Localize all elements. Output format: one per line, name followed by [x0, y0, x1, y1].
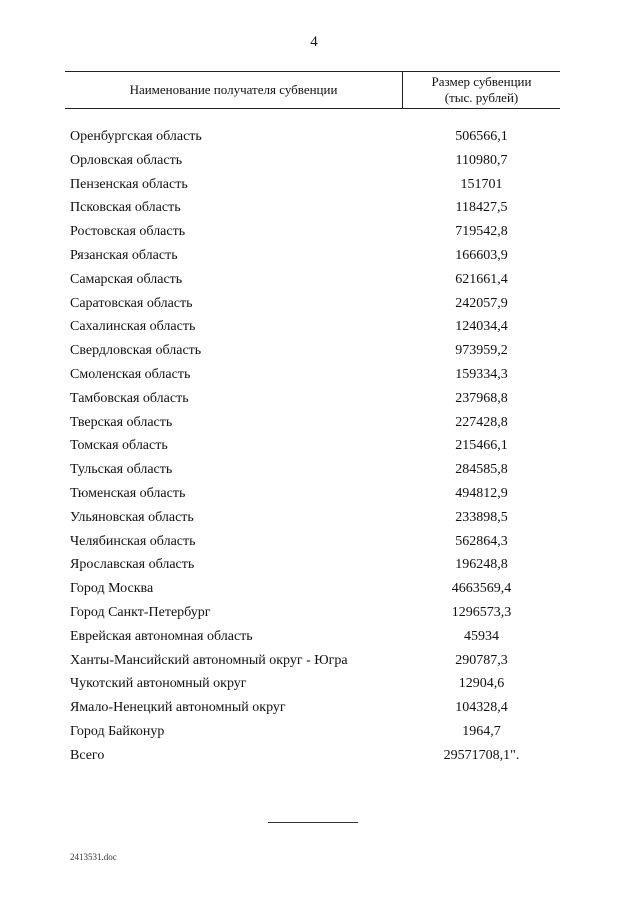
subvention-amount: 494812,9 [455, 485, 508, 501]
page-number: 4 [310, 34, 318, 50]
table-row [0, 696, 640, 720]
table-row [0, 506, 640, 530]
table-header-rule-top [65, 71, 560, 72]
subvention-amount: 242057,9 [455, 295, 508, 311]
subvention-amount: 151701 [460, 176, 503, 192]
subvention-amount: 110980,7 [455, 152, 508, 168]
subvention-amount: 104328,4 [455, 700, 508, 716]
subvention-amount: 1296573,3 [451, 604, 512, 620]
subvention-amount: 1964,7 [462, 723, 501, 739]
recipient-name: Челябинская область [70, 533, 196, 549]
subvention-amount: 719542,8 [455, 224, 508, 240]
table-row [0, 315, 640, 339]
table-row [0, 149, 640, 173]
table-row [0, 363, 640, 387]
recipient-name: Чукотский автономный округ [70, 676, 247, 692]
table-row [0, 173, 640, 197]
recipient-name: Город Санкт-Петербург [70, 604, 211, 620]
recipient-name: Пензенская область [70, 176, 188, 192]
recipient-name: Ростовская область [70, 224, 186, 240]
recipient-name: Ульяновская область [70, 509, 194, 525]
table-row [0, 649, 640, 673]
recipient-name: Рязанская область [70, 247, 178, 263]
subvention-amount: 233898,5 [455, 509, 508, 525]
table-row [0, 220, 640, 244]
subvention-amount: 4663569,4 [451, 581, 512, 597]
recipient-name: Тверская область [70, 414, 173, 430]
table-row [0, 744, 640, 768]
subvention-amount: 290787,3 [455, 652, 508, 668]
recipient-name: Всего [70, 747, 105, 763]
table-row [0, 553, 640, 577]
subvention-amount: 12904,6 [458, 676, 505, 692]
recipient-name: Тамбовская область [70, 390, 189, 406]
subvention-amount: 118427,5 [455, 200, 508, 216]
recipient-name: Ямало-Ненецкий автономный округ [70, 700, 286, 716]
subvention-amount: 562864,3 [455, 533, 508, 549]
subvention-amount: 215466,1 [455, 438, 508, 454]
recipient-name: Томская область [70, 438, 168, 454]
subvention-amount: 159334,3 [455, 366, 508, 382]
recipient-name: Еврейская автономная область [70, 628, 253, 644]
table-row [0, 601, 640, 625]
table-row [0, 458, 640, 482]
subvention-amount: 506566,1 [455, 129, 508, 144]
subvention-amount: 196248,8 [455, 557, 508, 573]
footer-rule [268, 822, 358, 823]
table-row [0, 196, 640, 220]
subvention-amount: 284585,8 [455, 462, 508, 478]
recipient-name: Смоленская область [70, 366, 191, 382]
subvention-amount: 973959,2 [455, 343, 508, 359]
table-row [0, 434, 640, 458]
table-row [0, 577, 640, 601]
subvention-amount: 237968,8 [455, 390, 508, 406]
table-row [0, 482, 640, 506]
table-body [0, 125, 640, 768]
recipient-name: Саратовская область [70, 295, 193, 311]
recipient-name: Тульская область [70, 462, 173, 478]
subvention-amount: 29571708,1". [443, 747, 520, 763]
table-row [0, 339, 640, 363]
table-row [0, 530, 640, 554]
table-row [0, 292, 640, 316]
recipient-name: Оренбургская область [70, 129, 202, 144]
column-header-amount-line2: (тыс. рублей) [444, 90, 519, 105]
recipient-name: Ярославская область [70, 557, 195, 573]
recipient-name: Город Москва [70, 581, 154, 597]
subvention-amount: 227428,8 [455, 414, 508, 430]
document-code: 2413531.doc [70, 852, 117, 862]
subvention-amount: 621661,4 [455, 271, 508, 287]
recipient-name: Ханты-Мансийский автономный округ - Югра [70, 652, 348, 668]
table-header-rule-bottom [65, 108, 560, 109]
recipient-name: Город Байконур [70, 723, 165, 739]
column-header-amount-line1: Размер субвенции [431, 74, 532, 89]
table-row [0, 244, 640, 268]
recipient-name: Орловская область [70, 152, 183, 168]
table-row [0, 720, 640, 744]
subvention-amount: 45934 [464, 628, 499, 644]
table-row [0, 625, 640, 649]
recipient-name: Свердловская область [70, 343, 202, 359]
table-row [0, 125, 640, 149]
table-row [0, 672, 640, 696]
recipient-name: Самарская область [70, 271, 183, 287]
column-header-recipient: Наименование получателя субвенции [129, 82, 338, 97]
column-header-amount [403, 74, 560, 106]
subvention-amount: 124034,4 [455, 319, 508, 335]
table-row [0, 268, 640, 292]
table-row [0, 411, 640, 435]
recipient-name: Сахалинская область [70, 319, 196, 335]
recipient-name: Тюменская область [70, 485, 186, 501]
table-row [0, 387, 640, 411]
subvention-amount: 166603,9 [455, 247, 508, 263]
recipient-name: Псковская область [70, 200, 181, 216]
